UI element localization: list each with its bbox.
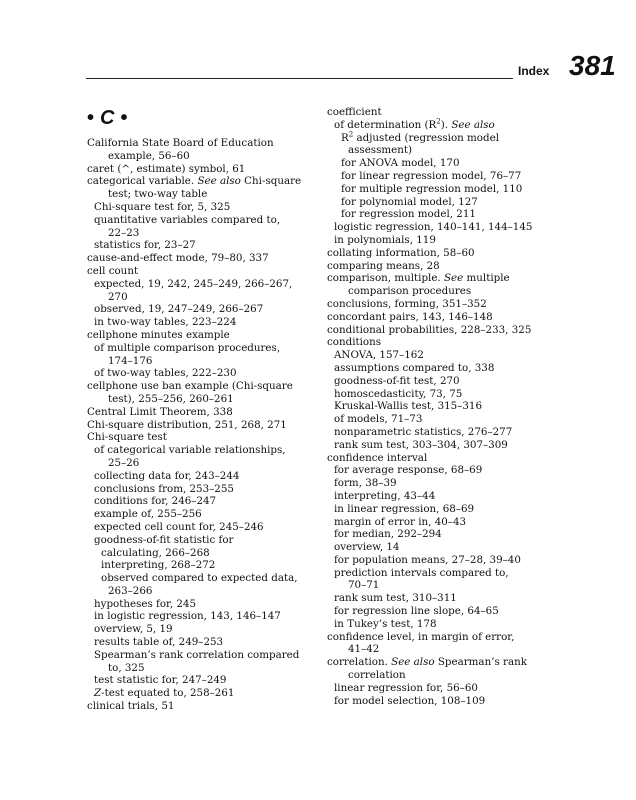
index-entry bbox=[87, 393, 322, 406]
entry-text: concordant pairs, 143, 146–148 bbox=[327, 310, 493, 323]
entry-text: clinical trials, 51 bbox=[87, 700, 175, 713]
index-entry bbox=[327, 375, 567, 388]
index-entry bbox=[87, 559, 322, 572]
entry-text: goodness-of-fit statistic for bbox=[94, 533, 234, 546]
entry-text: comparison, multiple. bbox=[327, 272, 444, 285]
index-entry bbox=[87, 175, 322, 188]
index-entry bbox=[87, 188, 322, 201]
index-entry bbox=[327, 362, 567, 375]
superscript: 2 bbox=[436, 117, 441, 126]
entry-text: confidence interval bbox=[327, 451, 428, 464]
entry-text: comparing means, 28 bbox=[327, 259, 440, 272]
running-head: Index bbox=[518, 64, 550, 78]
index-entry bbox=[87, 367, 322, 380]
entry-text: assumptions compared to, 338 bbox=[334, 361, 495, 374]
index-entry bbox=[87, 329, 322, 342]
index-entry bbox=[87, 355, 322, 368]
entry-text: for median, 292–294 bbox=[334, 528, 442, 541]
entry-text: in two-way tables, 223–224 bbox=[94, 316, 237, 329]
see-also-ref: See also bbox=[197, 175, 241, 188]
entry-text: for multiple regression model, 110 bbox=[341, 182, 523, 195]
index-entry bbox=[327, 336, 567, 349]
entry-text: in Tukey’s test, 178 bbox=[334, 617, 437, 630]
entry-text: homoscedasticity, 73, 75 bbox=[334, 387, 463, 400]
index-entry bbox=[87, 649, 322, 662]
index-entry bbox=[87, 700, 322, 713]
index-entry bbox=[327, 196, 567, 209]
entry-text: Chi-square distribution, 251, 268, 271 bbox=[87, 418, 287, 431]
index-entry bbox=[87, 214, 322, 227]
index-entry bbox=[327, 656, 567, 669]
index-entry bbox=[87, 444, 322, 457]
index-entry bbox=[327, 682, 567, 695]
index-entry bbox=[327, 695, 567, 708]
entry-text: to, 325 bbox=[108, 661, 145, 674]
index-entry bbox=[327, 272, 567, 285]
entry-text: confidence level, in margin of error, bbox=[327, 630, 515, 643]
entry-text: conclusions, forming, 351–352 bbox=[327, 297, 487, 310]
index-entry bbox=[327, 413, 567, 426]
index-entry bbox=[327, 170, 567, 183]
section-letter-heading bbox=[87, 106, 322, 134]
entry-text: of models, 71–73 bbox=[334, 413, 423, 426]
entry-text: Kruskal-Wallis test, 315–316 bbox=[334, 400, 483, 413]
entry-text-after: ). bbox=[440, 118, 452, 131]
index-entry bbox=[327, 247, 567, 260]
index-entry bbox=[327, 221, 567, 234]
index-entry bbox=[327, 388, 567, 401]
entry-text-after: Spearman’s rank bbox=[434, 656, 527, 669]
right-entries bbox=[327, 106, 567, 707]
index-entry bbox=[87, 470, 322, 483]
entry-text: rank sum test, 303–304, 307–309 bbox=[334, 438, 508, 451]
index-entry bbox=[327, 311, 567, 324]
index-entry bbox=[87, 316, 322, 329]
entry-text: nonparametric statistics, 276–277 bbox=[334, 425, 513, 438]
entry-text: test; two-way table bbox=[108, 188, 208, 201]
index-entry bbox=[87, 137, 322, 150]
entry-text: hypotheses for, 245 bbox=[94, 597, 197, 610]
entry-text: margin of error in, 40–43 bbox=[334, 515, 467, 528]
entry-text: conditions for, 246–247 bbox=[94, 495, 217, 508]
index-entry bbox=[327, 490, 567, 503]
index-entry bbox=[327, 157, 567, 170]
entry-text: 270 bbox=[108, 290, 128, 303]
index-entry bbox=[87, 150, 322, 163]
index-entry bbox=[327, 298, 567, 311]
index-entry bbox=[87, 662, 322, 675]
index-entry bbox=[87, 163, 322, 176]
index-entry bbox=[327, 208, 567, 221]
index-entry bbox=[87, 291, 322, 304]
entry-text: cause-and-effect mode, 79–80, 337 bbox=[87, 252, 269, 265]
index-entry bbox=[87, 636, 322, 649]
see-also-ref: See bbox=[443, 272, 464, 285]
superscript: 2 bbox=[348, 130, 354, 139]
index-entry bbox=[327, 669, 567, 682]
entry-text: linear regression for, 56–60 bbox=[334, 681, 478, 694]
index-entry bbox=[87, 534, 322, 547]
index-entry bbox=[327, 132, 567, 145]
index-entry bbox=[327, 477, 567, 490]
index-entry bbox=[87, 674, 322, 687]
see-also-ref: See also bbox=[451, 118, 495, 131]
index-entry bbox=[87, 406, 322, 419]
entry-text: for regression line slope, 64–65 bbox=[334, 605, 499, 618]
index-entry bbox=[327, 643, 567, 656]
index-entry bbox=[327, 183, 567, 196]
index-entry bbox=[327, 567, 567, 580]
index-entry bbox=[87, 380, 322, 393]
index-entry bbox=[327, 144, 567, 157]
entry-text: test), 255–256, 260–261 bbox=[108, 392, 234, 405]
bullet-right: • bbox=[120, 107, 128, 129]
entry-text: calculating, 266–268 bbox=[101, 546, 210, 559]
header-rule bbox=[86, 78, 513, 79]
entry-text: for regression model, 211 bbox=[341, 208, 476, 221]
index-column-left bbox=[87, 106, 322, 713]
entry-text: interpreting, 43–44 bbox=[334, 489, 436, 502]
entry-text: for linear regression model, 76–77 bbox=[341, 169, 522, 182]
entry-text: caret (^, estimate) symbol, 61 bbox=[87, 162, 246, 175]
entry-text: 70–71 bbox=[348, 579, 380, 592]
entry-text: 174–176 bbox=[108, 354, 153, 367]
entry-text: correlation bbox=[348, 669, 406, 682]
index-entry bbox=[87, 419, 322, 432]
entry-text: conditional probabilities, 228–233, 325 bbox=[327, 323, 532, 336]
entry-text: observed, 19, 247–249, 266–267 bbox=[94, 303, 264, 316]
see-also-ref: See also bbox=[391, 656, 435, 669]
index-entry bbox=[327, 541, 567, 554]
entry-text-after: Chi-square bbox=[240, 175, 302, 188]
entry-text: logistic regression, 140–141, 144–145 bbox=[334, 221, 533, 234]
index-entry bbox=[327, 464, 567, 477]
index-entry bbox=[327, 631, 567, 644]
index-entry bbox=[87, 457, 322, 470]
entry-text: for model selection, 108–109 bbox=[334, 694, 486, 707]
index-entry bbox=[87, 610, 322, 623]
index-entry bbox=[87, 278, 322, 291]
index-entry bbox=[327, 554, 567, 567]
index-entry bbox=[327, 285, 567, 298]
entry-text: prediction intervals compared to, bbox=[334, 566, 509, 579]
index-entry bbox=[327, 106, 567, 119]
entry-text: R bbox=[341, 131, 349, 144]
entry-text: interpreting, 268–272 bbox=[101, 559, 216, 572]
section-letter: C bbox=[100, 107, 115, 129]
entry-text: cellphone minutes example bbox=[87, 328, 230, 341]
index-entry bbox=[87, 342, 322, 355]
index-entry bbox=[327, 592, 567, 605]
entry-text: cell count bbox=[87, 264, 139, 277]
entry-text: example, 56–60 bbox=[108, 149, 190, 162]
index-entry bbox=[87, 547, 322, 560]
entry-text: ANOVA, 157–162 bbox=[334, 349, 424, 362]
entry-text: for average response, 68–69 bbox=[334, 464, 483, 477]
entry-text: observed compared to expected data, bbox=[101, 572, 298, 585]
entry-text: in logistic regression, 143, 146–147 bbox=[94, 610, 281, 623]
entry-text: of two-way tables, 222–230 bbox=[94, 367, 237, 380]
index-entry bbox=[327, 349, 567, 362]
index-entry bbox=[327, 528, 567, 541]
index-entry bbox=[87, 239, 322, 252]
entry-text: categorical variable. bbox=[87, 175, 198, 188]
entry-text: collecting data for, 243–244 bbox=[94, 469, 240, 482]
index-entry bbox=[327, 426, 567, 439]
entry-text: cellphone use ban example (Chi-square bbox=[87, 380, 293, 393]
entry-text: conclusions from, 253–255 bbox=[94, 482, 234, 495]
index-entry bbox=[87, 495, 322, 508]
entry-text: -test equated to, 258–261 bbox=[101, 687, 235, 700]
entry-text: 263–266 bbox=[108, 584, 153, 597]
index-entry bbox=[87, 585, 322, 598]
index-entry bbox=[87, 687, 322, 700]
entry-text: of determination (R bbox=[334, 118, 437, 131]
entry-text: in linear regression, 68–69 bbox=[334, 502, 475, 515]
index-entry bbox=[327, 579, 567, 592]
bullet-left: • bbox=[87, 107, 95, 129]
index-entry bbox=[87, 265, 322, 278]
index-entry bbox=[327, 400, 567, 413]
entry-text: of categorical variable relationships, bbox=[94, 444, 286, 457]
entry-text: 41–42 bbox=[348, 643, 380, 656]
entry-text: overview, 5, 19 bbox=[94, 623, 173, 636]
entry-text: expected, 19, 242, 245–249, 266–267, bbox=[94, 277, 293, 290]
index-entry bbox=[87, 431, 322, 444]
entry-text: form, 38–39 bbox=[334, 477, 397, 490]
index-entry bbox=[87, 483, 322, 496]
entry-text: statistics for, 23–27 bbox=[94, 239, 196, 252]
entry-text: in polynomials, 119 bbox=[334, 233, 436, 246]
entry-text: comparison procedures bbox=[348, 285, 472, 298]
entry-text: overview, 14 bbox=[334, 541, 400, 554]
index-entry bbox=[327, 503, 567, 516]
entry-text-after: multiple bbox=[463, 272, 510, 285]
entry-text: for polynomial model, 127 bbox=[341, 195, 478, 208]
index-entry bbox=[327, 605, 567, 618]
entry-text: of multiple comparison procedures, bbox=[94, 341, 281, 354]
index-entry bbox=[87, 201, 322, 214]
index-entry bbox=[87, 521, 322, 534]
entry-text: example of, 255–256 bbox=[94, 508, 202, 521]
index-entry bbox=[327, 516, 567, 529]
index-entry bbox=[87, 508, 322, 521]
index-entry bbox=[327, 119, 567, 132]
index-entry bbox=[327, 234, 567, 247]
entry-text: Central Limit Theorem, 338 bbox=[87, 405, 233, 418]
entry-text: 25–26 bbox=[108, 456, 140, 469]
index-entry bbox=[87, 227, 322, 240]
entry-text: quantitative variables compared to, bbox=[94, 213, 281, 226]
index-entry bbox=[327, 452, 567, 465]
entry-text: for ANOVA model, 170 bbox=[341, 157, 460, 170]
entry-text: test statistic for, 247–249 bbox=[94, 674, 227, 687]
entry-text: results table of, 249–253 bbox=[94, 636, 224, 649]
entry-text-after: adjusted (regression model bbox=[353, 131, 499, 144]
entry-text: Spearman’s rank correlation compared bbox=[94, 648, 300, 661]
index-entry bbox=[87, 572, 322, 585]
entry-text: goodness-of-fit test, 270 bbox=[334, 374, 460, 387]
index-entry bbox=[87, 303, 322, 316]
left-entries bbox=[87, 137, 322, 713]
index-entry bbox=[87, 252, 322, 265]
index-entry bbox=[87, 598, 322, 611]
index-column-right bbox=[327, 106, 567, 707]
entry-text: for population means, 27–28, 39–40 bbox=[334, 553, 521, 566]
entry-text: conditions bbox=[327, 336, 382, 349]
entry-text: correlation. bbox=[327, 656, 392, 669]
page-number: 381 bbox=[569, 50, 616, 81]
index-entry bbox=[327, 324, 567, 337]
entry-text: Chi-square test for, 5, 325 bbox=[94, 200, 231, 213]
index-entry bbox=[327, 439, 567, 452]
entry-text: rank sum test, 310–311 bbox=[334, 592, 457, 605]
entry-text: expected cell count for, 245–246 bbox=[94, 520, 264, 533]
index-entry bbox=[327, 260, 567, 273]
index-entry bbox=[327, 618, 567, 631]
entry-text: California State Board of Education bbox=[87, 137, 274, 149]
entry-text: assessment) bbox=[348, 144, 413, 157]
italic-term: Z bbox=[94, 687, 102, 700]
index-entry bbox=[87, 623, 322, 636]
entry-text: coefficient bbox=[327, 106, 382, 118]
entry-text: 22–23 bbox=[108, 226, 140, 239]
entry-text: Chi-square test bbox=[87, 431, 167, 444]
entry-text: collating information, 58–60 bbox=[327, 246, 475, 259]
